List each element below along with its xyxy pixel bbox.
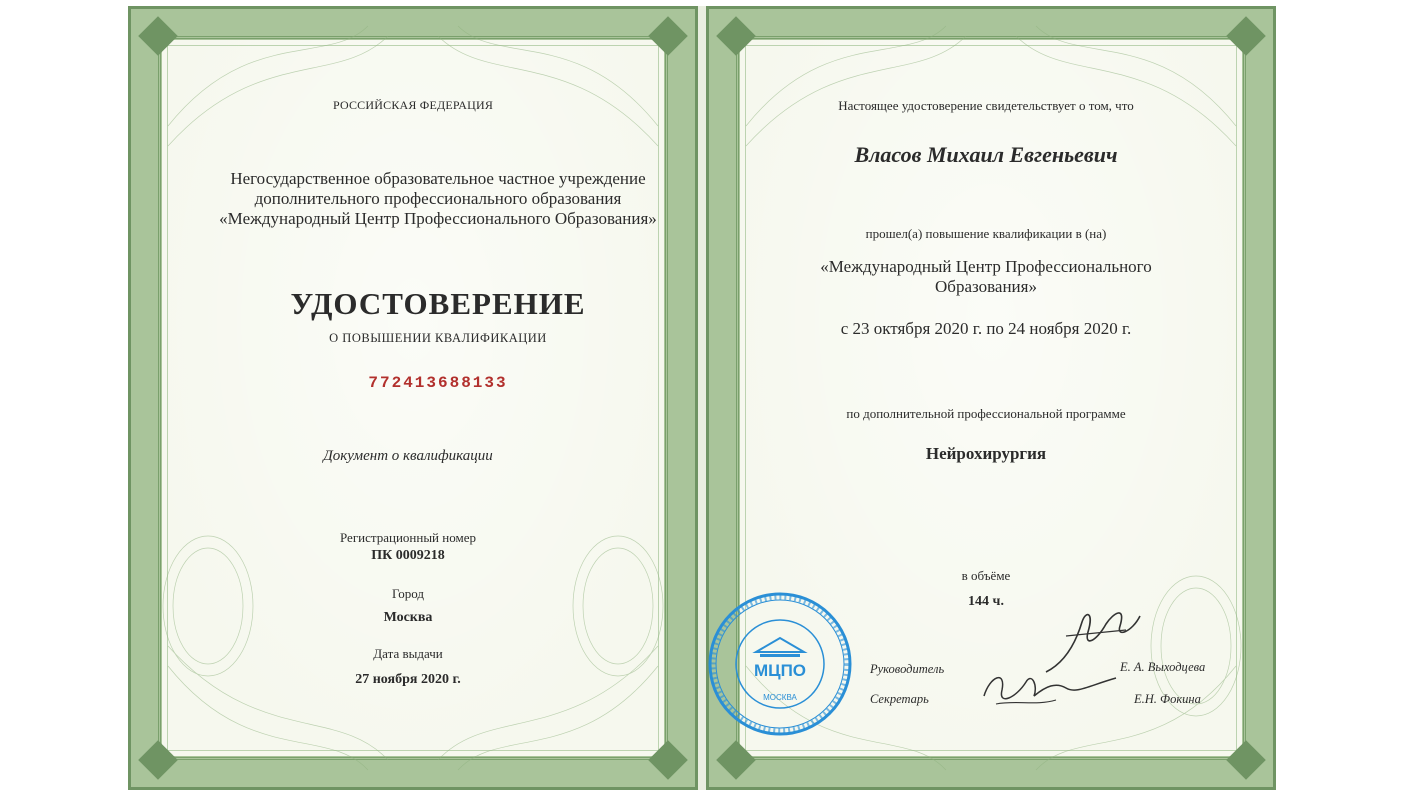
center-name-line-1: «Международный Центр Профессионального — [820, 257, 1152, 276]
document-subtitle: О ПОВЫШЕНИИ КВАЛИФИКАЦИИ — [329, 331, 547, 345]
institution-line-3: «Международный Центр Профессионального Образования» — [219, 209, 657, 228]
program-name: Нейрохирургия — [925, 444, 1047, 463]
head-name: Е. А. Выходцева — [1120, 660, 1206, 674]
center-name-line-2: Образования» — [935, 277, 1037, 296]
document-title: УДОСТОВЕРЕНИЕ — [290, 286, 586, 321]
document-type: Документ о квалификации — [323, 448, 493, 464]
training-period: с 23 октября 2020 г. по 24 ноября 2020 г. — [840, 319, 1132, 338]
program-label: по дополнительной профессиональной программе — [846, 406, 1126, 421]
page-fold — [698, 6, 706, 790]
head-role: Руководитель — [870, 662, 945, 676]
passed-text: прошел(а) повышение квалификации в (на) — [865, 226, 1107, 241]
intro-text: Настоящее удостоверение свидетельствует о том, что — [838, 98, 1134, 113]
organization-seal — [706, 590, 854, 738]
left-page — [128, 6, 698, 790]
holder-full-name: Власов Михаил Евгеньевич — [854, 142, 1118, 167]
seal-city: МОСКВА — [763, 693, 797, 702]
registration-label: Регистрационный номер — [340, 530, 476, 545]
secretary-role: Секретарь — [870, 692, 929, 706]
secretary-name: Е.Н. Фокина — [1134, 692, 1201, 706]
registration-number: ПК 0009218 — [371, 548, 445, 563]
volume-value: 144 ч. — [968, 594, 1004, 609]
volume-label: в объёме — [961, 568, 1011, 583]
secretary-signature — [976, 656, 1126, 716]
seal-logo-text: МЦПО — [753, 661, 807, 680]
serial-number: 772413688133 — [368, 374, 508, 392]
institution-line-2: дополнительного профессионального образования — [254, 189, 622, 208]
city-label: Город — [391, 586, 425, 601]
city-value: Москва — [383, 610, 433, 625]
issue-date-value: 27 ноября 2020 г. — [355, 672, 461, 687]
issue-date-label: Дата выдачи — [373, 646, 443, 661]
certificate-spread — [128, 0, 1276, 796]
country-label: РОССИЙСКАЯ ФЕДЕРАЦИЯ — [332, 98, 494, 112]
institution-line-1: Негосударственное образовательное частное учреждение — [230, 169, 646, 188]
